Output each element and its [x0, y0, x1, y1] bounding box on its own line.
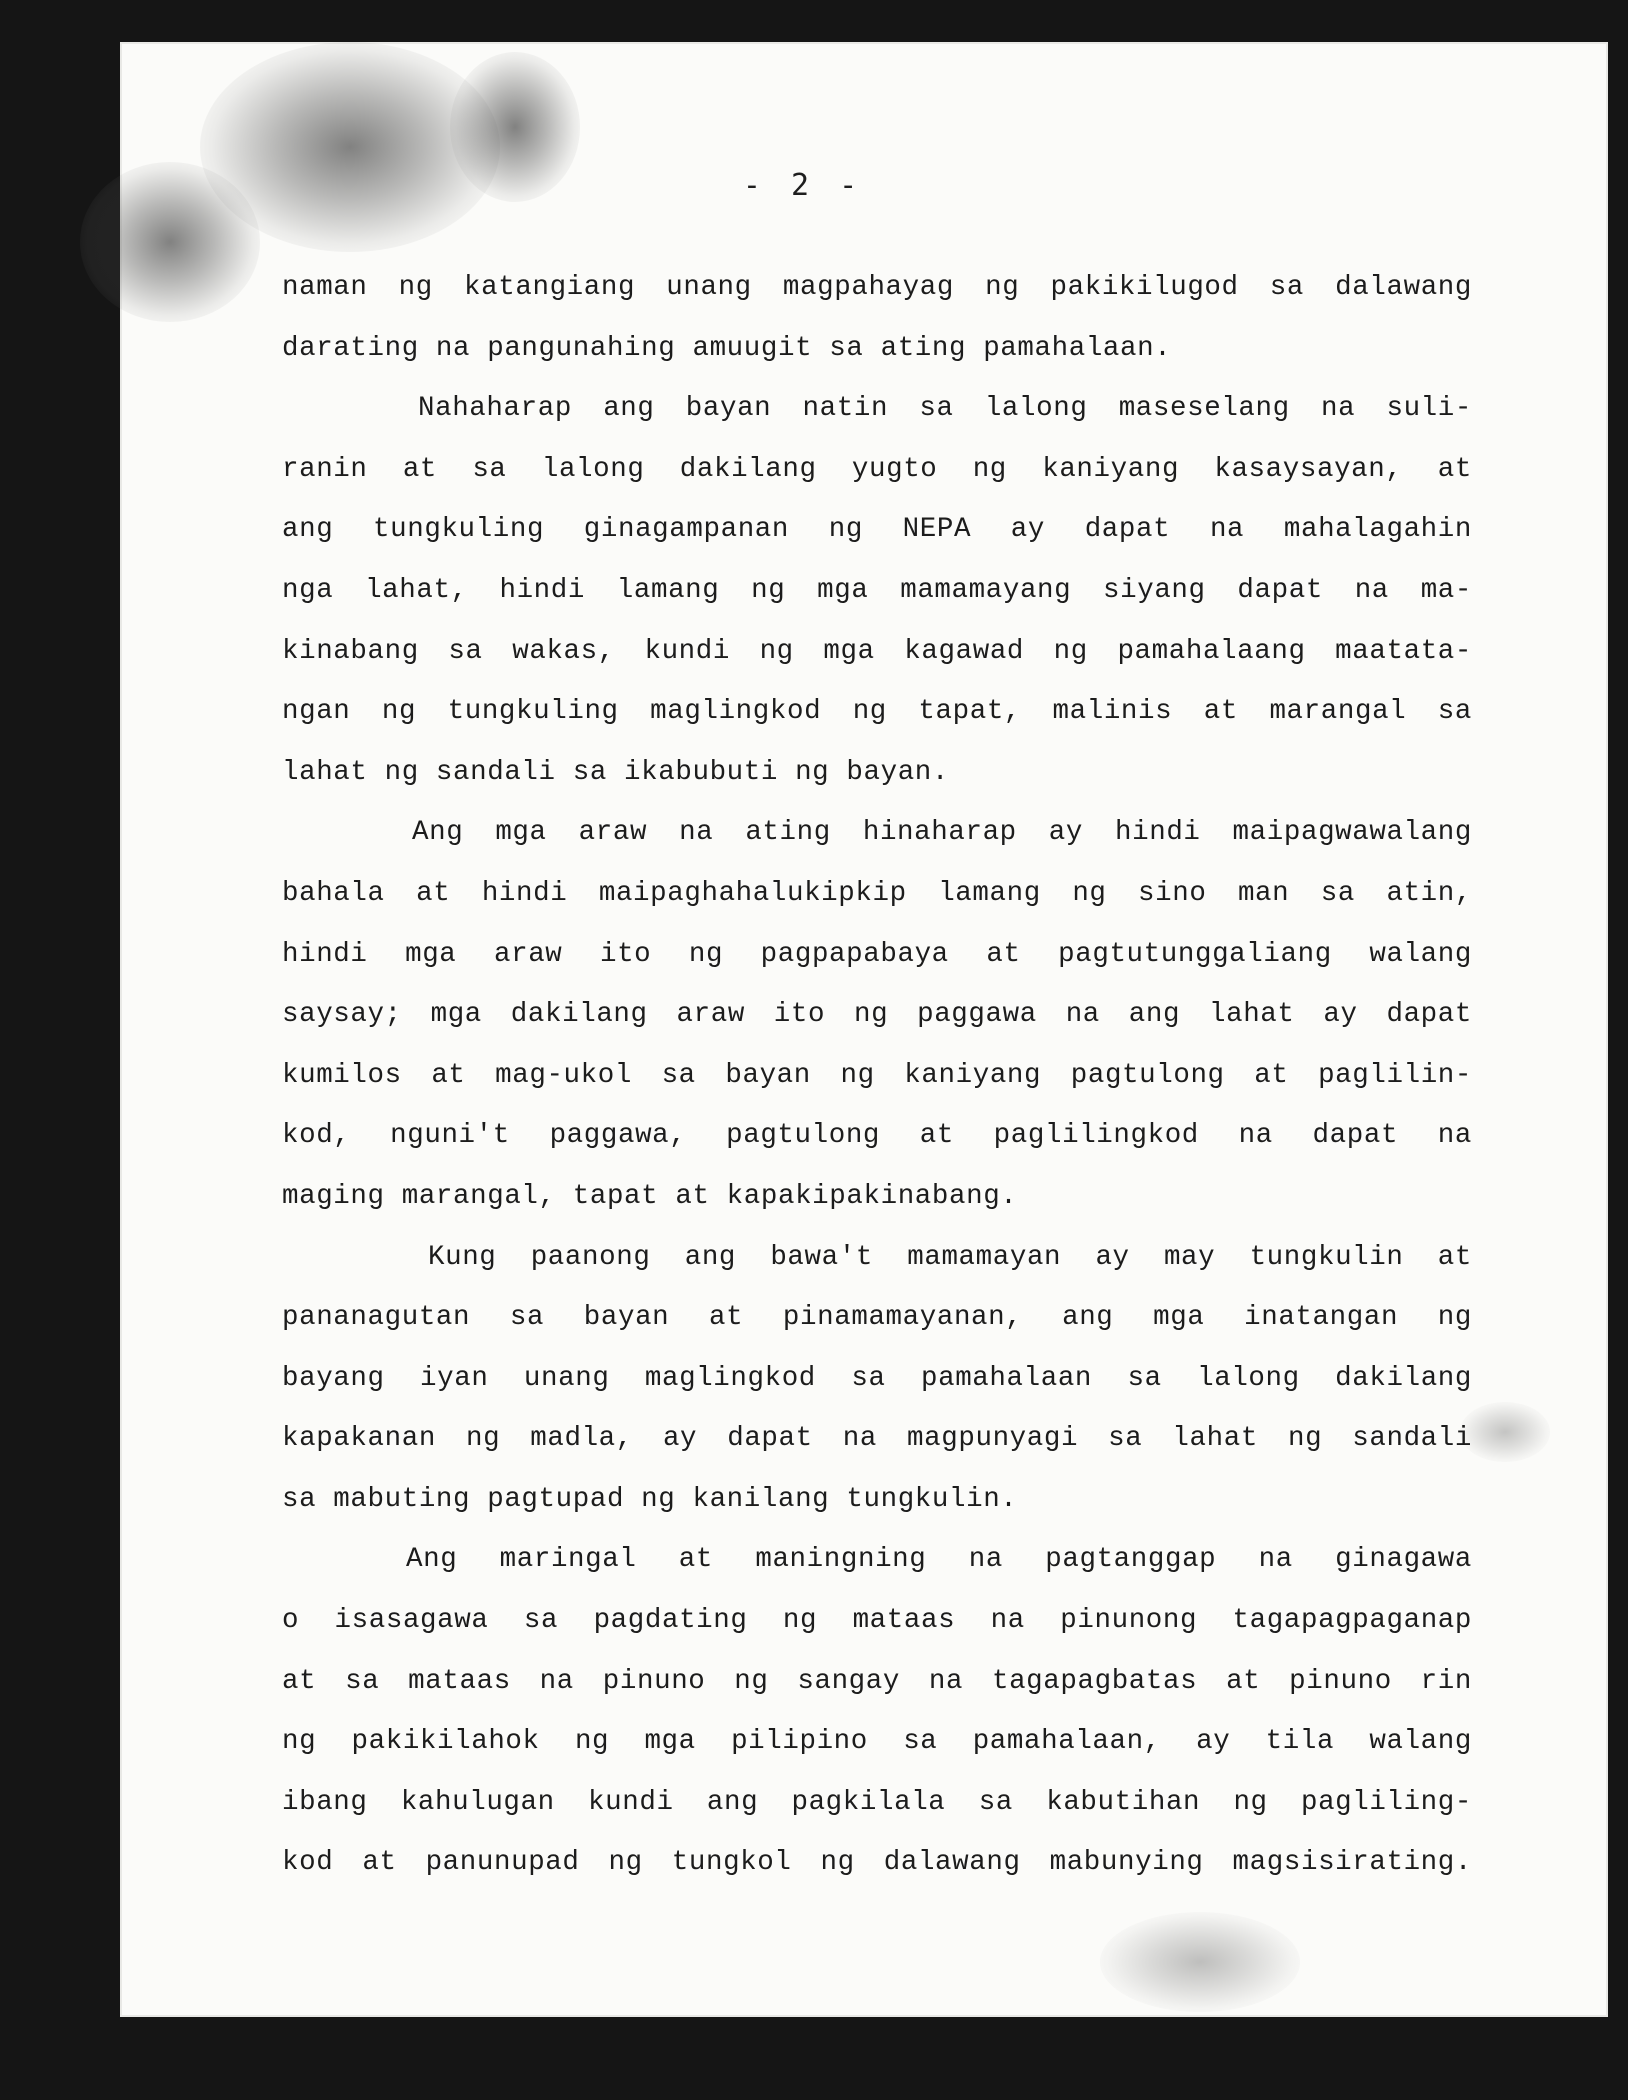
- paragraph-2-line-7: lahat ng sandali sa ikabubuti ng bayan.: [282, 756, 950, 788]
- paragraph-5-line-5: ibang kahulugan kundi ang pagkilala sa kabutihan ng pagliling-: [282, 1786, 1472, 1818]
- paragraph-5-line-3: at sa mataas na pinuno ng sangay na tagapagbatas at pinuno rin: [282, 1665, 1472, 1697]
- paragraph-5-line-1: Ang maringal at maningning na pagtanggap na ginagawa: [406, 1544, 1472, 1576]
- typed-body-text: [282, 258, 1472, 1894]
- paragraph-3-line-7: maging marangal, tapat at kapakipakinabang.: [282, 1180, 1018, 1212]
- paragraph-4-line-5: sa mabuting pagtupad ng kanilang tungkulin.: [282, 1483, 1018, 1515]
- paragraph-5-line-6: kod at panunupad ng tungkol ng dalawang mabunying magsisirating.: [282, 1847, 1472, 1879]
- paragraph-2-line-1: Nahaharap ang bayan natin sa lalong maseselang na suli-: [418, 393, 1472, 425]
- paragraph-1-line-1: naman ng katangiang unang magpahayag ng pakikilugod sa dalawang: [282, 272, 1472, 303]
- paragraph-3-line-5: kumilos at mag-ukol sa bayan ng kaniyang pagtulong at paglilin-: [282, 1059, 1472, 1091]
- paragraph-4-line-2: pananagutan sa bayan at pinamamayanan, ang mga inatangan ng: [282, 1302, 1472, 1334]
- paragraph-2-line-5: kinabang sa wakas, kundi ng mga kagawad ng pamahalaang maatata-: [282, 635, 1472, 667]
- paragraph-3-line-3: hindi mga araw ito ng pagpapabaya at pagtutunggaliang walang: [282, 938, 1472, 970]
- paragraph-2-line-3: ang tungkuling ginagampanan ng NEPA ay dapat na mahalagahin: [282, 514, 1472, 546]
- paragraph-2-line-4: nga lahat, hindi lamang ng mga mamamayang siyang dapat na ma-: [282, 574, 1472, 606]
- paragraph-3-line-1: Ang mga araw na ating hinaharap ay hindi maipagwawalang: [412, 817, 1472, 849]
- paragraph-2-line-6: ngan ng tungkuling maglingkod ng tapat, malinis at marangal sa: [282, 696, 1472, 728]
- paragraph-4-line-3: bayang iyan unang maglingkod sa pamahalaan sa lalong dakilang: [282, 1362, 1472, 1394]
- ink-stain-bottom: [1100, 1912, 1300, 2012]
- paragraph-4-line-1: Kung paanong ang bawa't mamamayan ay may tungkulin at: [428, 1241, 1472, 1273]
- paragraph-1-line-2: darating na pangunahing amuugit sa ating pamahalaan.: [282, 332, 1172, 364]
- paragraph-3-line-4: saysay; mga dakilang araw ito ng paggawa na ang lahat ay dapat: [282, 999, 1472, 1031]
- ink-mark-right-margin: [1460, 1402, 1550, 1462]
- paragraph-3-line-6: kod, nguni't paggawa, pagtulong at paglilingkod na dapat na: [282, 1120, 1472, 1152]
- paragraph-3-line-2: bahala at hindi maipaghahalukipkip lamang ng sino man sa atin,: [282, 877, 1472, 909]
- paragraph-5-line-2: o isasagawa sa pagdating ng mataas na pinunong tagapagpaganap: [282, 1605, 1472, 1637]
- paragraph-5-line-4: ng pakikilahok ng mga pilipino sa pamahalaan, ay tila walang: [282, 1726, 1472, 1758]
- paragraph-2-line-2: ranin at sa lalong dakilang yugto ng kaniyang kasaysayan, at: [282, 453, 1472, 485]
- page-number: - 2 -: [742, 168, 864, 203]
- paragraph-4-line-4: kapakanan ng madla, ay dapat na magpunyagi sa lahat ng sandali: [282, 1423, 1472, 1455]
